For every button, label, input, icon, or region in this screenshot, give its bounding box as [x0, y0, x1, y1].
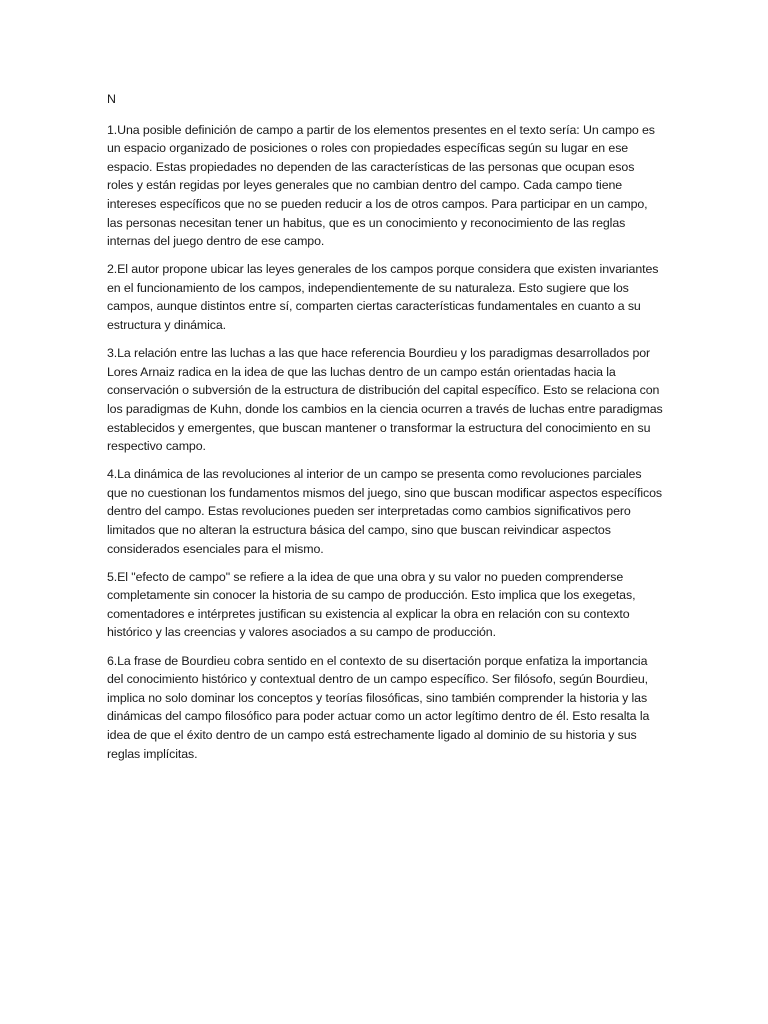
answer-paragraph-6: 6.La frase de Bourdieu cobra sentido en el contexto de su disertación porque enfatiza la importancia del conocimiento histórico y contextual dentro de un campo específico. Ser filósofo, según Bourdieu, implica no solo dominar los conceptos y teorías filosóficas, sino también comprender la historia y las dinámicas del campo filosófico para poder actuar como un actor legítimo dentro de él. Esto resalta la idea de que el éxito dentro de un campo está estrechamente ligado al dominio de su historia y sus reglas implícitas.	[107, 653, 650, 761]
document-body	[107, 90, 663, 773]
answer-paragraph-2: 2.El autor propone ubicar las leyes generales de los campos porque considera que existen invariantes en el funcionamiento de los campos, independientemente de su naturaleza. Esto sugiere que los campos, aunque distintos entre sí, comparten ciertas características fundamentales en cuanto a su estructura y dinámica.	[107, 262, 659, 333]
answer-paragraph-3: 3.La relación entre las luchas a las que hace referencia Bourdieu y los paradigmas desarrollados por Lores Arnaiz radica en la idea de que las luchas dentro de un campo están orientadas hacia la conservación o subversión de la estructura de distribución del capital específico. Esto se relaciona con los paradigmas de Kuhn, donde los cambios en la ciencia ocurren a través de luchas entre paradigmas establecidos y emergentes, que buscan mantener o transformar la estructura del conocimiento en su respectivo campo.	[107, 346, 663, 454]
document-heading: N	[107, 92, 116, 106]
answer-paragraph-1: 1.Una posible definición de campo a partir de los elementos presentes en el texto sería: Un campo es un espacio organizado de posiciones o roles con propiedades específicas según su lugar en ese espacio. Estas propiedades no dependen de las características de las personas que ocupan esos roles y están regidas por leyes generales que no cambian dentro del campo. Cada campo tiene intereses específicos que no se pueden reducir a los de otros campos. Para participar en un campo, las personas necesitan tener un habitus, que es un conocimiento y reconocimiento de las reglas internas del juego dentro de ese campo.	[107, 122, 655, 249]
answer-paragraph-4: 4.La dinámica de las revoluciones al interior de un campo se presenta como revoluciones parciales que no cuestionan los fundamentos mismos del juego, sino que buscan modificar aspectos específicos dentro del campo. Estas revoluciones pueden ser interpretadas como cambios significativos pero limitados que no alteran la estructura básica del campo, sino que buscan reivindicar aspectos considerados esenciales para el mismo.	[107, 467, 662, 556]
answer-paragraph-5: 5.El "efecto de campo" se refiere a la idea de que una obra y su valor no pueden comprenderse completamente sin conocer la historia de su campo de producción. Esto implica que los exegetas, comentadores e intérpretes justifican su existencia al explicar la obra en relación con su contexto histórico y las creencias y valores asociados a su campo de producción.	[107, 569, 636, 640]
